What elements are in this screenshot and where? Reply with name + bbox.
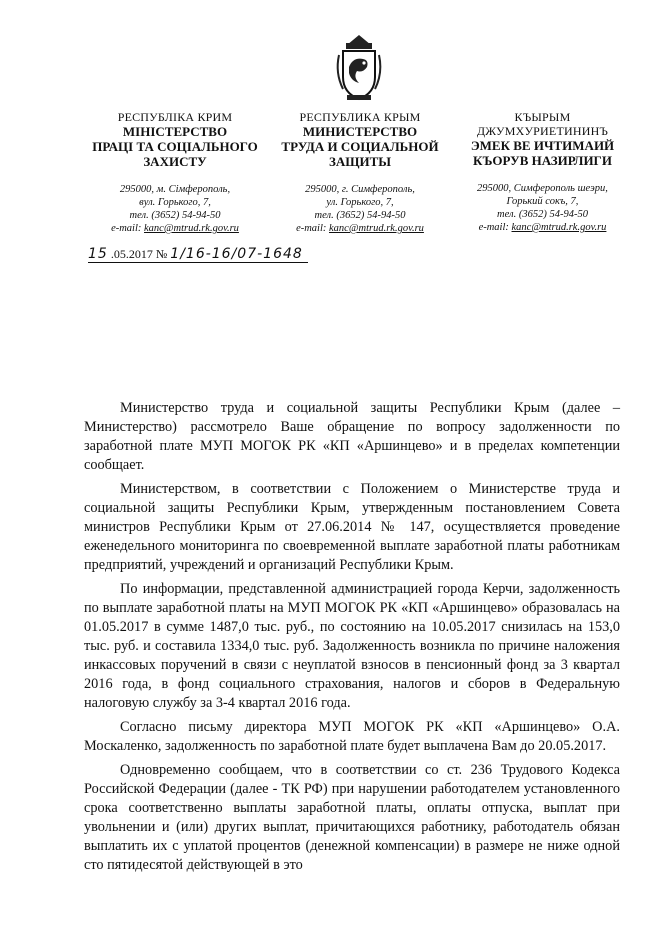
email-link[interactable]: kanc@mtrud.rk.gov.ru <box>329 223 424 234</box>
crimea-coat-of-arms-icon <box>333 33 385 103</box>
country-name: КЪЫРЫМ <box>514 110 571 124</box>
address-block <box>455 182 630 234</box>
phone: тел. (3652) 54-94-50 <box>314 210 406 221</box>
registration-line <box>88 246 303 262</box>
ministry-name-line1: ПРАЦІ ТА СОЦІАЛЬНОГО <box>92 139 258 154</box>
paragraph-2: Министерством, в соответствии с Положением о Министерстве труда и социальной защиты Республики Крым, утвержденным постановлением Совета министров Республики Крым от 27.06.2014 № 147, осуществляется проведение еженедельного мониторинга по своевременной выплате заработной платы работникам предприятий, учреждений и организаций Республики Крым. <box>84 481 620 573</box>
ministry-name-line1: ТРУДА И СОЦИАЛЬНОЙ <box>281 139 439 154</box>
email-line <box>270 222 450 235</box>
email-link[interactable]: kanc@mtrud.rk.gov.ru <box>144 223 239 234</box>
country-name: РЕСПУБЛІКА КРИМ <box>117 110 233 124</box>
address-city: 295000, Симферополь шеэри, <box>477 183 608 194</box>
email-label: e-mail: <box>478 222 512 233</box>
phone: тел. (3652) 54-94-50 <box>129 210 221 221</box>
address-street: вул. Горького, 7, <box>139 197 211 208</box>
ministry-name-line2: ЗАХИСТУ <box>143 154 207 169</box>
paragraph-5: Одновременно сообщаем, что в соответствии со ст. 236 Трудового Кодекса Российской Федерации (далее - ТК РФ) при нарушении работодателем установленного срока соответственно выплаты заработной платы, оплаты отпуска, выплат при увольнении и (или) других выплат, причитающихся работнику, работодатель обязан выплатить их с уплатой процентов (денежной компенсации) в размере не ниже одной сто пятидесятой действующей в это <box>84 762 620 873</box>
country-name: РЕСПУБЛИКА КРЫМ <box>299 110 421 124</box>
registration-number: 1/16-16/07-1648 <box>170 246 303 262</box>
registration-day: 15 <box>88 246 108 262</box>
letterhead-ukrainian <box>90 110 260 235</box>
country-name-line2: ДЖУМХУРИЕТИНИНЪ <box>476 124 609 138</box>
email-label: e-mail: <box>111 223 145 234</box>
address-block <box>90 183 260 235</box>
address-city: 295000, м. Сімферополь, <box>119 184 231 195</box>
paragraph-3: По информации, представленной администрацией города Керчи, задолженность по выплате заработной платы на МУП МОГОК РК «КП «Аршинцево» образовалась на 01.05.2017 в сумме 1487,0 тыс. руб., по состоянию на 10.05.2017 снизилась на 153,0 тыс. руб. и составила 1334,0 тыс. руб. Задолженность возникла по причине наложения инкассовых поручений в связи с неуплатой взносов в пенсионный фонд за 3 квартал 2016 года, в фонд социального страхования, налогов и сборов в Федеральную налоговую службу за 3-4 квартал 2016 года. <box>84 581 620 711</box>
letterhead-crimean-tatar <box>455 110 630 234</box>
address-street: ул. Горького, 7, <box>326 197 394 208</box>
ministry-name-line2: КЪОРУВ НАЗИРЛИГИ <box>473 153 612 168</box>
address-street: Горький сокъ, 7, <box>506 196 579 207</box>
ministry-name-line1: ЭМЕК ВЕ ИЧТИМАИЙ <box>470 138 615 153</box>
address-city: 295000, г. Симферополь, <box>305 184 415 195</box>
email-line <box>455 221 630 234</box>
ministry-name-line2: ЗАЩИТЫ <box>328 154 392 169</box>
email-line <box>90 222 260 235</box>
paragraph-4: Согласно письму директора МУП МОГОК РК «КП «Аршинцево» О.А. Москаленко, задолженность по заработной плате будет выплачена Вам до 20.05.2017. <box>84 719 620 754</box>
letterhead-russian <box>270 110 450 235</box>
paragraph-1: Министерство труда и социальной защиты Республики Крым (далее – Министерство) рассмотрело Ваше обращение по вопросу задолженности по заработной плате МУП МОГОК РК «КП «Аршинцево» и в пределах компетенции сообщает. <box>84 400 620 473</box>
registration-date: .05.2017 № <box>107 247 171 261</box>
ministry-label: МІНІСТЕРСТВО <box>122 124 228 139</box>
registration-underline <box>88 262 308 263</box>
ministry-label: МИНИСТЕРСТВО <box>302 124 418 139</box>
letter-body <box>84 399 620 880</box>
phone: тел. (3652) 54-94-50 <box>497 209 588 220</box>
email-label: e-mail: <box>296 223 330 234</box>
address-block <box>270 183 450 235</box>
email-link[interactable]: kanc@mtrud.rk.gov.ru <box>511 222 607 233</box>
